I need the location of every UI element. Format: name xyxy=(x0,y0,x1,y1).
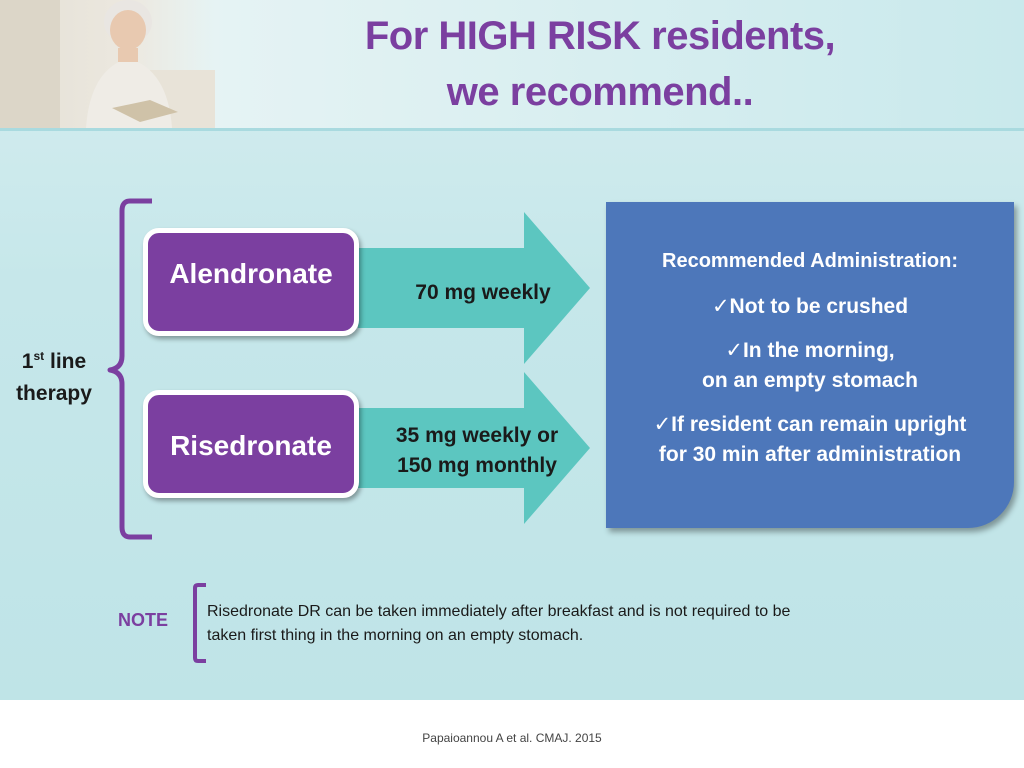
first-line-therapy-label xyxy=(8,340,100,410)
citation: Papaioannou A et al. CMAJ. 2015 xyxy=(422,731,602,745)
therapy-word-line: line xyxy=(50,350,87,373)
administration-box xyxy=(606,202,1014,528)
slide-title xyxy=(300,8,900,120)
therapy-superscript: st xyxy=(33,349,45,363)
title-line-1: For HIGH RISK residents, xyxy=(364,14,836,58)
note-bracket xyxy=(192,582,208,664)
therapy-word: therapy xyxy=(16,382,92,405)
admin-item-not-crushed: ✓Not to be crushed xyxy=(711,295,909,318)
risedronate-label: Risedronate xyxy=(170,430,332,461)
note-label: NOTE xyxy=(118,610,169,630)
admin-item-upright: ✓If resident can remain upright for 30 min after administration xyxy=(653,413,967,466)
admin-item-morning: ✓In the morning, on an empty stomach xyxy=(702,339,918,392)
alendronate-label: Alendronate xyxy=(169,258,333,289)
therapy-number: 1 xyxy=(21,350,34,373)
title-line-2: we recommend.. xyxy=(446,70,754,114)
risedronate-box xyxy=(143,390,359,498)
resident-photo xyxy=(0,0,215,128)
alendronate-dose: 70 mg weekly xyxy=(415,281,551,304)
administration-title: Recommended Administration: xyxy=(662,250,958,272)
note-text: Risedronate DR can be taken immediately after breakfast and is not required to be taken first thing in the morning on an empty stomach. xyxy=(207,603,791,644)
alendronate-box xyxy=(143,228,359,336)
risedronate-dose: 35 mg weekly or 150 mg monthly xyxy=(395,424,559,477)
